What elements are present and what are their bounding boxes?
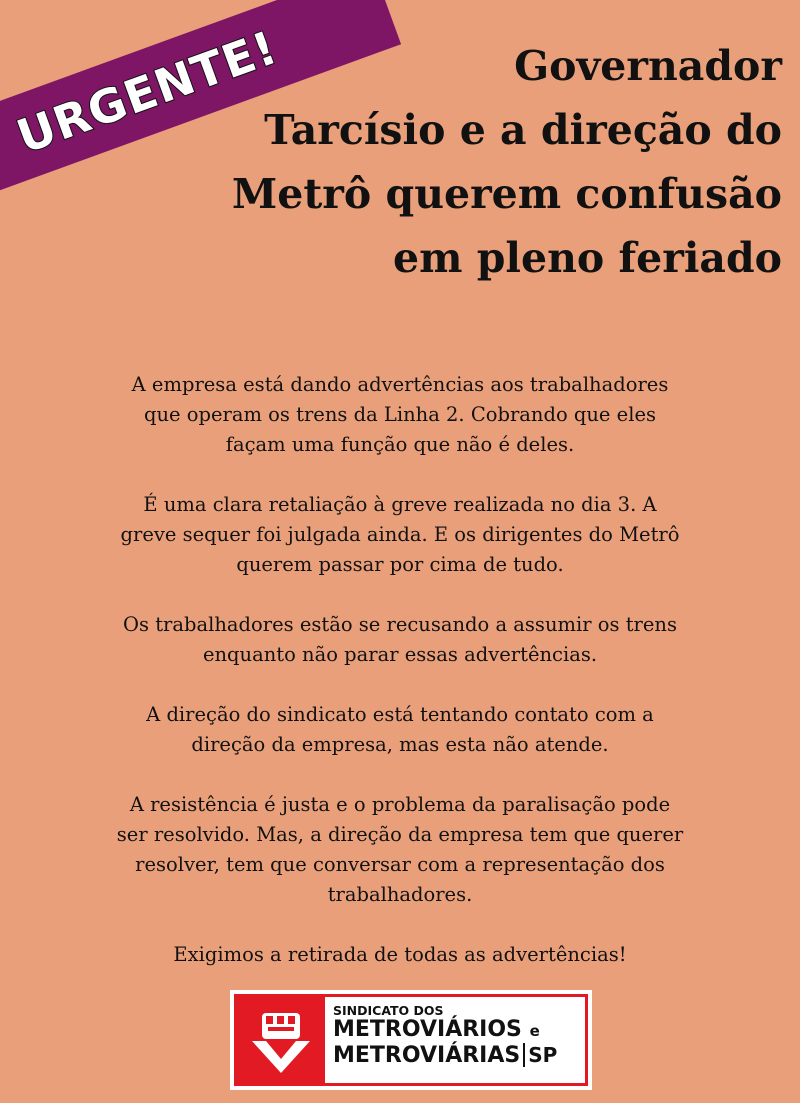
paragraph-line: greve sequer foi julgada ainda. E os dirigentes do Metrô — [120, 523, 680, 546]
body-text — [40, 340, 760, 1000]
logo-line-metroviarias — [333, 1043, 579, 1068]
paragraph-line: A direção do sindicato está tentando contato com a — [146, 703, 654, 726]
paragraph-line: A empresa está dando advertências aos trabalhadores — [131, 373, 669, 396]
paragraph-line: Exigimos a retirada de todas as advertências! — [173, 943, 627, 966]
paragraph-line: que operam os trens da Linha 2. Cobrando que eles — [144, 403, 656, 426]
headline — [162, 34, 782, 290]
paragraph-line: querem passar por cima de tudo. — [236, 553, 564, 576]
logo-word-metroviarias: METROVIÁRIAS — [333, 1043, 521, 1068]
headline-line: Tarcísio e a direção do — [264, 106, 782, 154]
paragraph-line: A resistência é justa e o problema da paralisação pode — [129, 793, 671, 816]
logo-state: SP — [523, 1043, 557, 1067]
paragraph-line: resolver, tem que conversar com a representação dos — [135, 853, 665, 876]
paragraph-line: Os trabalhadores estão se recusando a assumir os trens — [123, 613, 677, 636]
logo-line-sindicato: SINDICATO DOS — [333, 1003, 444, 1018]
urgent-label: URGENTE! — [9, 20, 285, 164]
headline-line: Metrô querem confusão — [231, 170, 782, 218]
union-logo — [230, 990, 592, 1090]
headline-line: em pleno feriado — [393, 234, 782, 282]
logo-word-metroviarios: METROVIÁRIOS — [333, 1017, 522, 1042]
paragraph-line: É uma clara retaliação à greve realizada no dia 3. A — [143, 493, 657, 516]
paragraph-line: direção da empresa, mas esta não atende. — [191, 733, 609, 756]
paragraph-line: ser resolvido. Mas, a direção da empresa tem que querer — [116, 823, 684, 846]
logo-line-metroviarios — [333, 1018, 579, 1043]
paragraph-line: trabalhadores. — [327, 883, 473, 906]
paragraph-line: façam uma função que não é deles. — [225, 433, 575, 456]
paragraph-line: enquanto não parar essas advertências. — [202, 643, 598, 666]
logo-text — [325, 997, 585, 1083]
raised-fist-icon — [237, 997, 325, 1083]
headline-line: Governador — [514, 42, 782, 90]
logo-conjunction: e — [529, 1022, 540, 1040]
logo-frame — [234, 994, 588, 1086]
